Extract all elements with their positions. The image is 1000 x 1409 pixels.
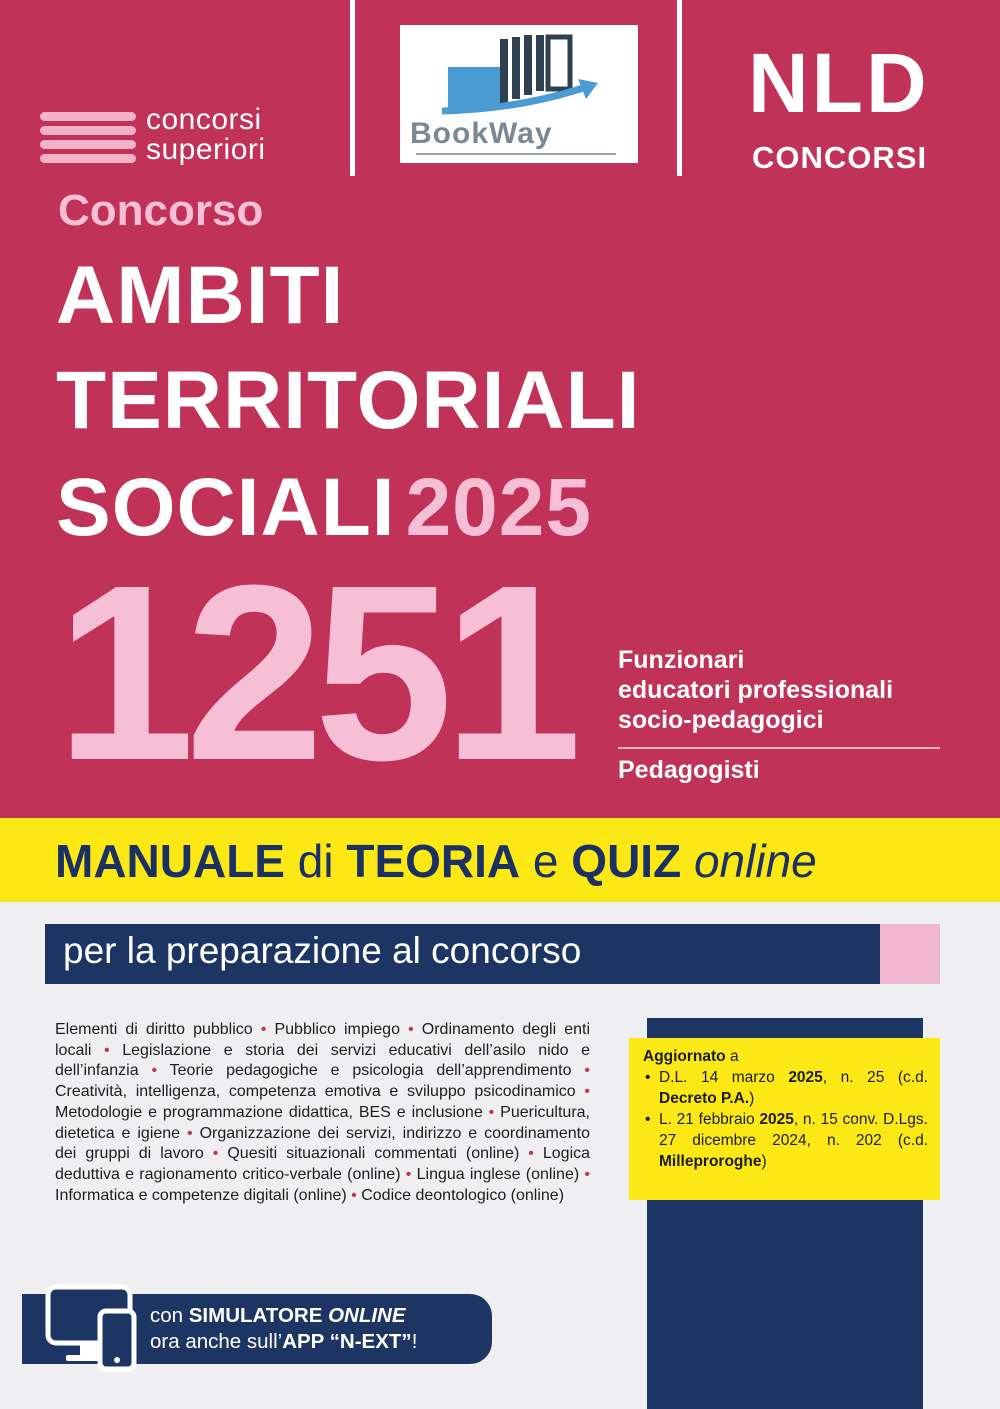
topic-item: Codice deontologico (online) [361, 1186, 565, 1204]
devices-icon [44, 1281, 140, 1373]
update-item: • L. 21 febbraio 2025, n. 15 conv. D.Lgs. 27 dicembre 2024, n. 202 (c.d. Milleproroghe) [643, 1109, 928, 1172]
kicker-concorso: Concorso [58, 186, 264, 235]
topic-item: Teorie pedagogiche e psicologia dell’apprendimento [169, 1062, 572, 1080]
roles-list [618, 645, 948, 735]
update-box [629, 1038, 940, 1200]
update-item: • D.L. 14 marzo 2025, n. 25 (c.d. Decreto P.A.) [643, 1067, 928, 1109]
topic-item: Puericultura, dietetica e igiene [55, 1103, 590, 1142]
subtitle-bar [45, 924, 880, 984]
update-heading: Aggiornato a [643, 1048, 739, 1065]
bookway-wordmark: BookWay [410, 117, 553, 150]
role-line: socio-pedagogici [618, 706, 824, 734]
manual-teoria: TEORIA [346, 835, 521, 887]
title-year: 2025 [405, 462, 592, 553]
manual-quiz: QUIZ [571, 835, 682, 887]
simulator-text: con SIMULATORE ONLINE ora anche sull’APP “N-EXT”! [150, 1304, 418, 1353]
title-sociali: SOCIALI [56, 462, 396, 553]
nld-logo: NLD [748, 36, 930, 130]
topic-item: Informatica e competenze digitali (online) [55, 1186, 347, 1204]
role-line: educatori professionali [618, 676, 894, 704]
topic-item: Pubblico impiego [274, 1021, 400, 1038]
topic-item: Lingua inglese (online) [416, 1165, 580, 1183]
topic-item: Quesiti situazionali commentati (online) [227, 1145, 520, 1163]
topic-item: Ordinamento degli enti locali [55, 1021, 591, 1059]
positions-number: 1251 [56, 533, 573, 812]
title-line-1: AMBITI [56, 250, 345, 341]
subtitle-text: per la preparazione al concorso [63, 930, 582, 971]
topics-paragraph: Elementi di diritto pubblico • Pubblico impiego • Ordinamento degli enti locali • Legislazione e storia dei servizi educativi dell’asilo nido e dell’infanzia • Teorie pedagogiche e psicologia dell’apprendimento • Creatività, intelligenza, competenza emotiva e sviluppo psicodinamico • Metodologie e programmazione didattica, BES e inclusione • Puericultura, dietetica e igiene • Organizzazione dei servizi, indirizzo e coordinamento dei gruppi di lavoro • Quesiti situazionali commentati (online) • Logica deduttiva e ragionamento critico-verbale (online) • Lingua inglese (online) • Informatica e competenze digitali (online) • Codice deontologico (online) [55, 1021, 591, 1204]
concorsi-superiori-logo [40, 104, 330, 168]
role-pedagogisti: Pedagogisti [618, 756, 760, 784]
topic-item: Elementi di diritto pubblico [55, 1021, 253, 1038]
roles-divider [618, 747, 940, 749]
manual-di: di [297, 835, 334, 887]
divider-line [677, 0, 682, 176]
topic-item: Creatività, intelligenza, competenza emotiva e sviluppo psicodinamico [55, 1083, 576, 1101]
manual-online: online [693, 835, 817, 887]
bookway-tagline-line [416, 153, 616, 155]
logo-text-line2: superiori [146, 133, 266, 166]
bookway-chart-icon [400, 25, 638, 125]
manual-title [55, 826, 817, 896]
divider-line [350, 0, 355, 176]
bookway-logo [400, 25, 638, 163]
manual-e: e [532, 835, 559, 887]
topic-item: Organizzazione dei servizi, indirizzo e coordinamento dei gruppi di lavoro [55, 1124, 590, 1163]
logo-text-line1: concorsi [146, 103, 262, 136]
title-line-2: TERRITORIALI [56, 355, 641, 446]
topic-item: Metodologie e programmazione didattica, BES e inclusione [55, 1103, 483, 1121]
topic-item: Legislazione e storia dei servizi educativi dell’asilo nido e dell’infanzia [55, 1041, 590, 1080]
topic-item: Logica deduttiva e ragionamento critico-verbale (online) [55, 1145, 591, 1183]
nld-logo-sub: CONCORSI [752, 140, 928, 175]
manual-word: MANUALE [55, 835, 285, 887]
role-line: Funzionari [618, 646, 745, 674]
subtitle-accent [880, 924, 940, 984]
